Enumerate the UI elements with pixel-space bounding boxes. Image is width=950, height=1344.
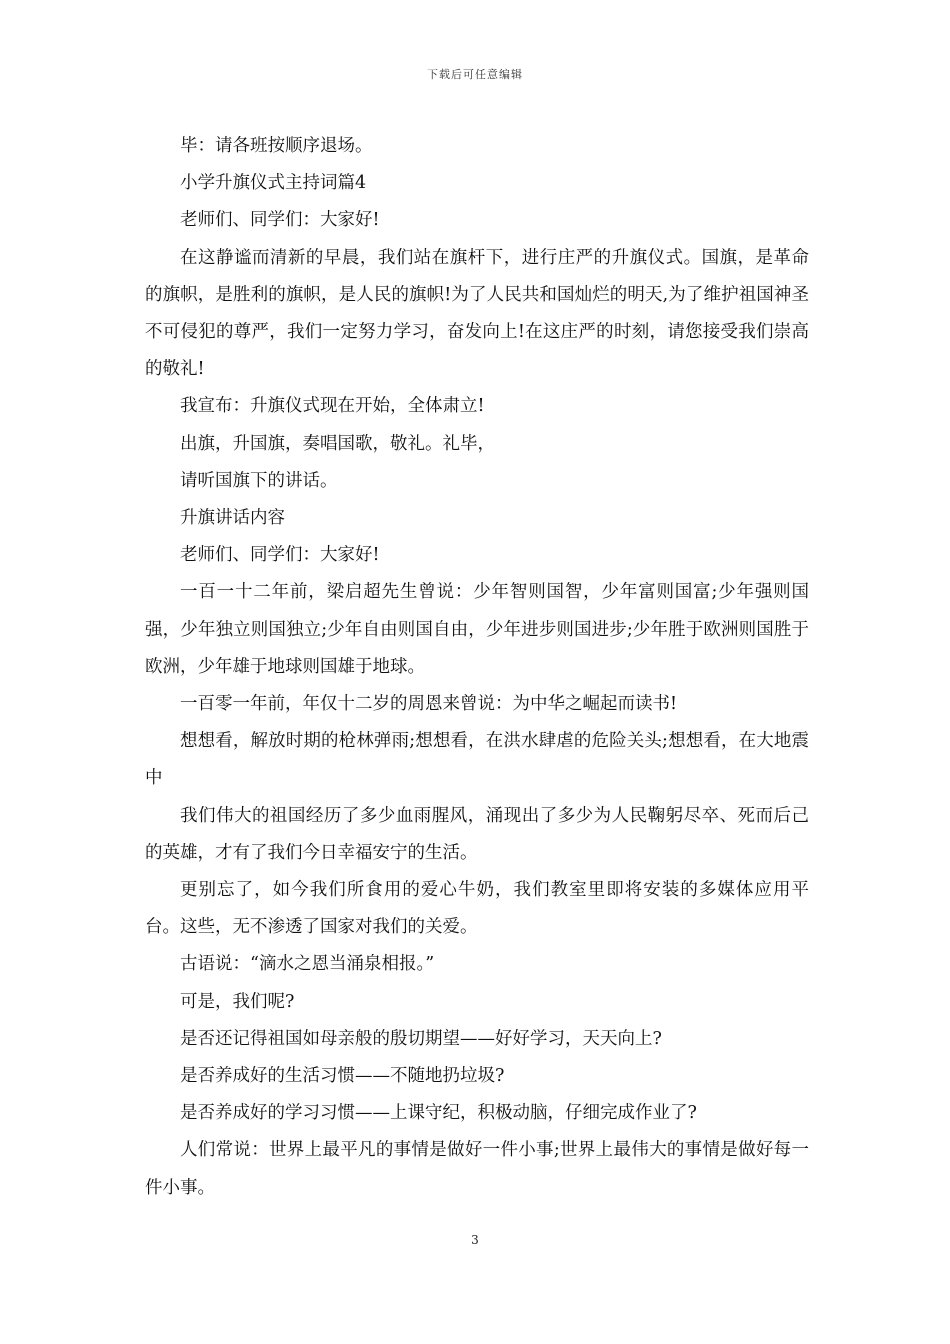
paragraph: 是否养成好的学习习惯——上课守纪，积极动脑，仔细完成作业了? [180,1103,697,1124]
paragraph: 请听国旗下的讲话。 [180,470,338,491]
document-body [145,128,809,1207]
paragraph: 一百一十二年前，梁启超先生曾说：少年智则国智，少年富则国富;少年强则国强，少年独立则国独立;少年自由则国自由，少年进步则国进步;少年胜于欧洲则国胜于欧洲，少年雄于地球则国雄于地球。 [145,582,809,677]
paragraph: 是否还记得祖国如母亲般的殷切期望——好好学习，天天向上? [180,1028,662,1049]
paragraph: 老师们、同学们：大家好! [180,210,380,231]
paragraph: 是否养成好的生活习惯——不随地扔垃圾? [180,1066,505,1087]
paragraph: 一百零一年前，年仅十二岁的周恩来曾说：为中华之崛起而读书! [180,694,678,715]
section-title: 小学升旗仪式主持词篇4 [180,173,367,194]
section-title: 升旗讲话内容 [180,508,285,529]
paragraph: 毕：请各班按顺序退场。 [180,136,373,156]
paragraph: 古语说：“滴水之恩当涌泉相报。” [180,954,435,975]
paragraph: 更别忘了，如今我们所食用的爱心牛奶，我们教室里即将安装的多媒体应用平台。这些，无不渗透了国家对我们的关爱。 [145,880,809,938]
paragraph: 可是，我们呢? [180,991,295,1012]
paragraph: 我宣布：升旗仪式现在开始，全体肃立! [180,396,485,417]
paragraph: 人们常说：世界上最平凡的事情是做好一件小事;世界上最伟大的事情是做好每一件小事。 [145,1140,809,1198]
paragraph: 老师们、同学们：大家好! [180,545,380,566]
paragraph: 想想看，解放时期的枪林弹雨;想想看，在洪水肆虐的危险关头;想想看，在大地震中 [145,731,809,789]
paragraph: 我们伟大的祖国经历了多少血雨腥风，涌现出了多少为人民鞠躬尽卒、死而后己的英雄，才有了我们今日幸福安宁的生活。 [145,805,809,863]
page-number: 3 [471,1233,479,1247]
page-header: 下载后可任意编辑 [427,68,523,81]
paragraph: 出旗，升国旗，奏唱国歌，敬礼。礼毕， [180,433,495,454]
paragraph: 在这静谧而清新的早晨，我们站在旗杆下，进行庄严的升旗仪式。国旗，是革命的旗帜，是胜利的旗帜，是人民的旗帜!为了人民共和国灿烂的明天,为了维护祖国神圣不可侵犯的尊严，我们一定努力学习，奋发向上!在这庄严的时刻，请您接受我们崇高的敬礼! [145,247,809,380]
